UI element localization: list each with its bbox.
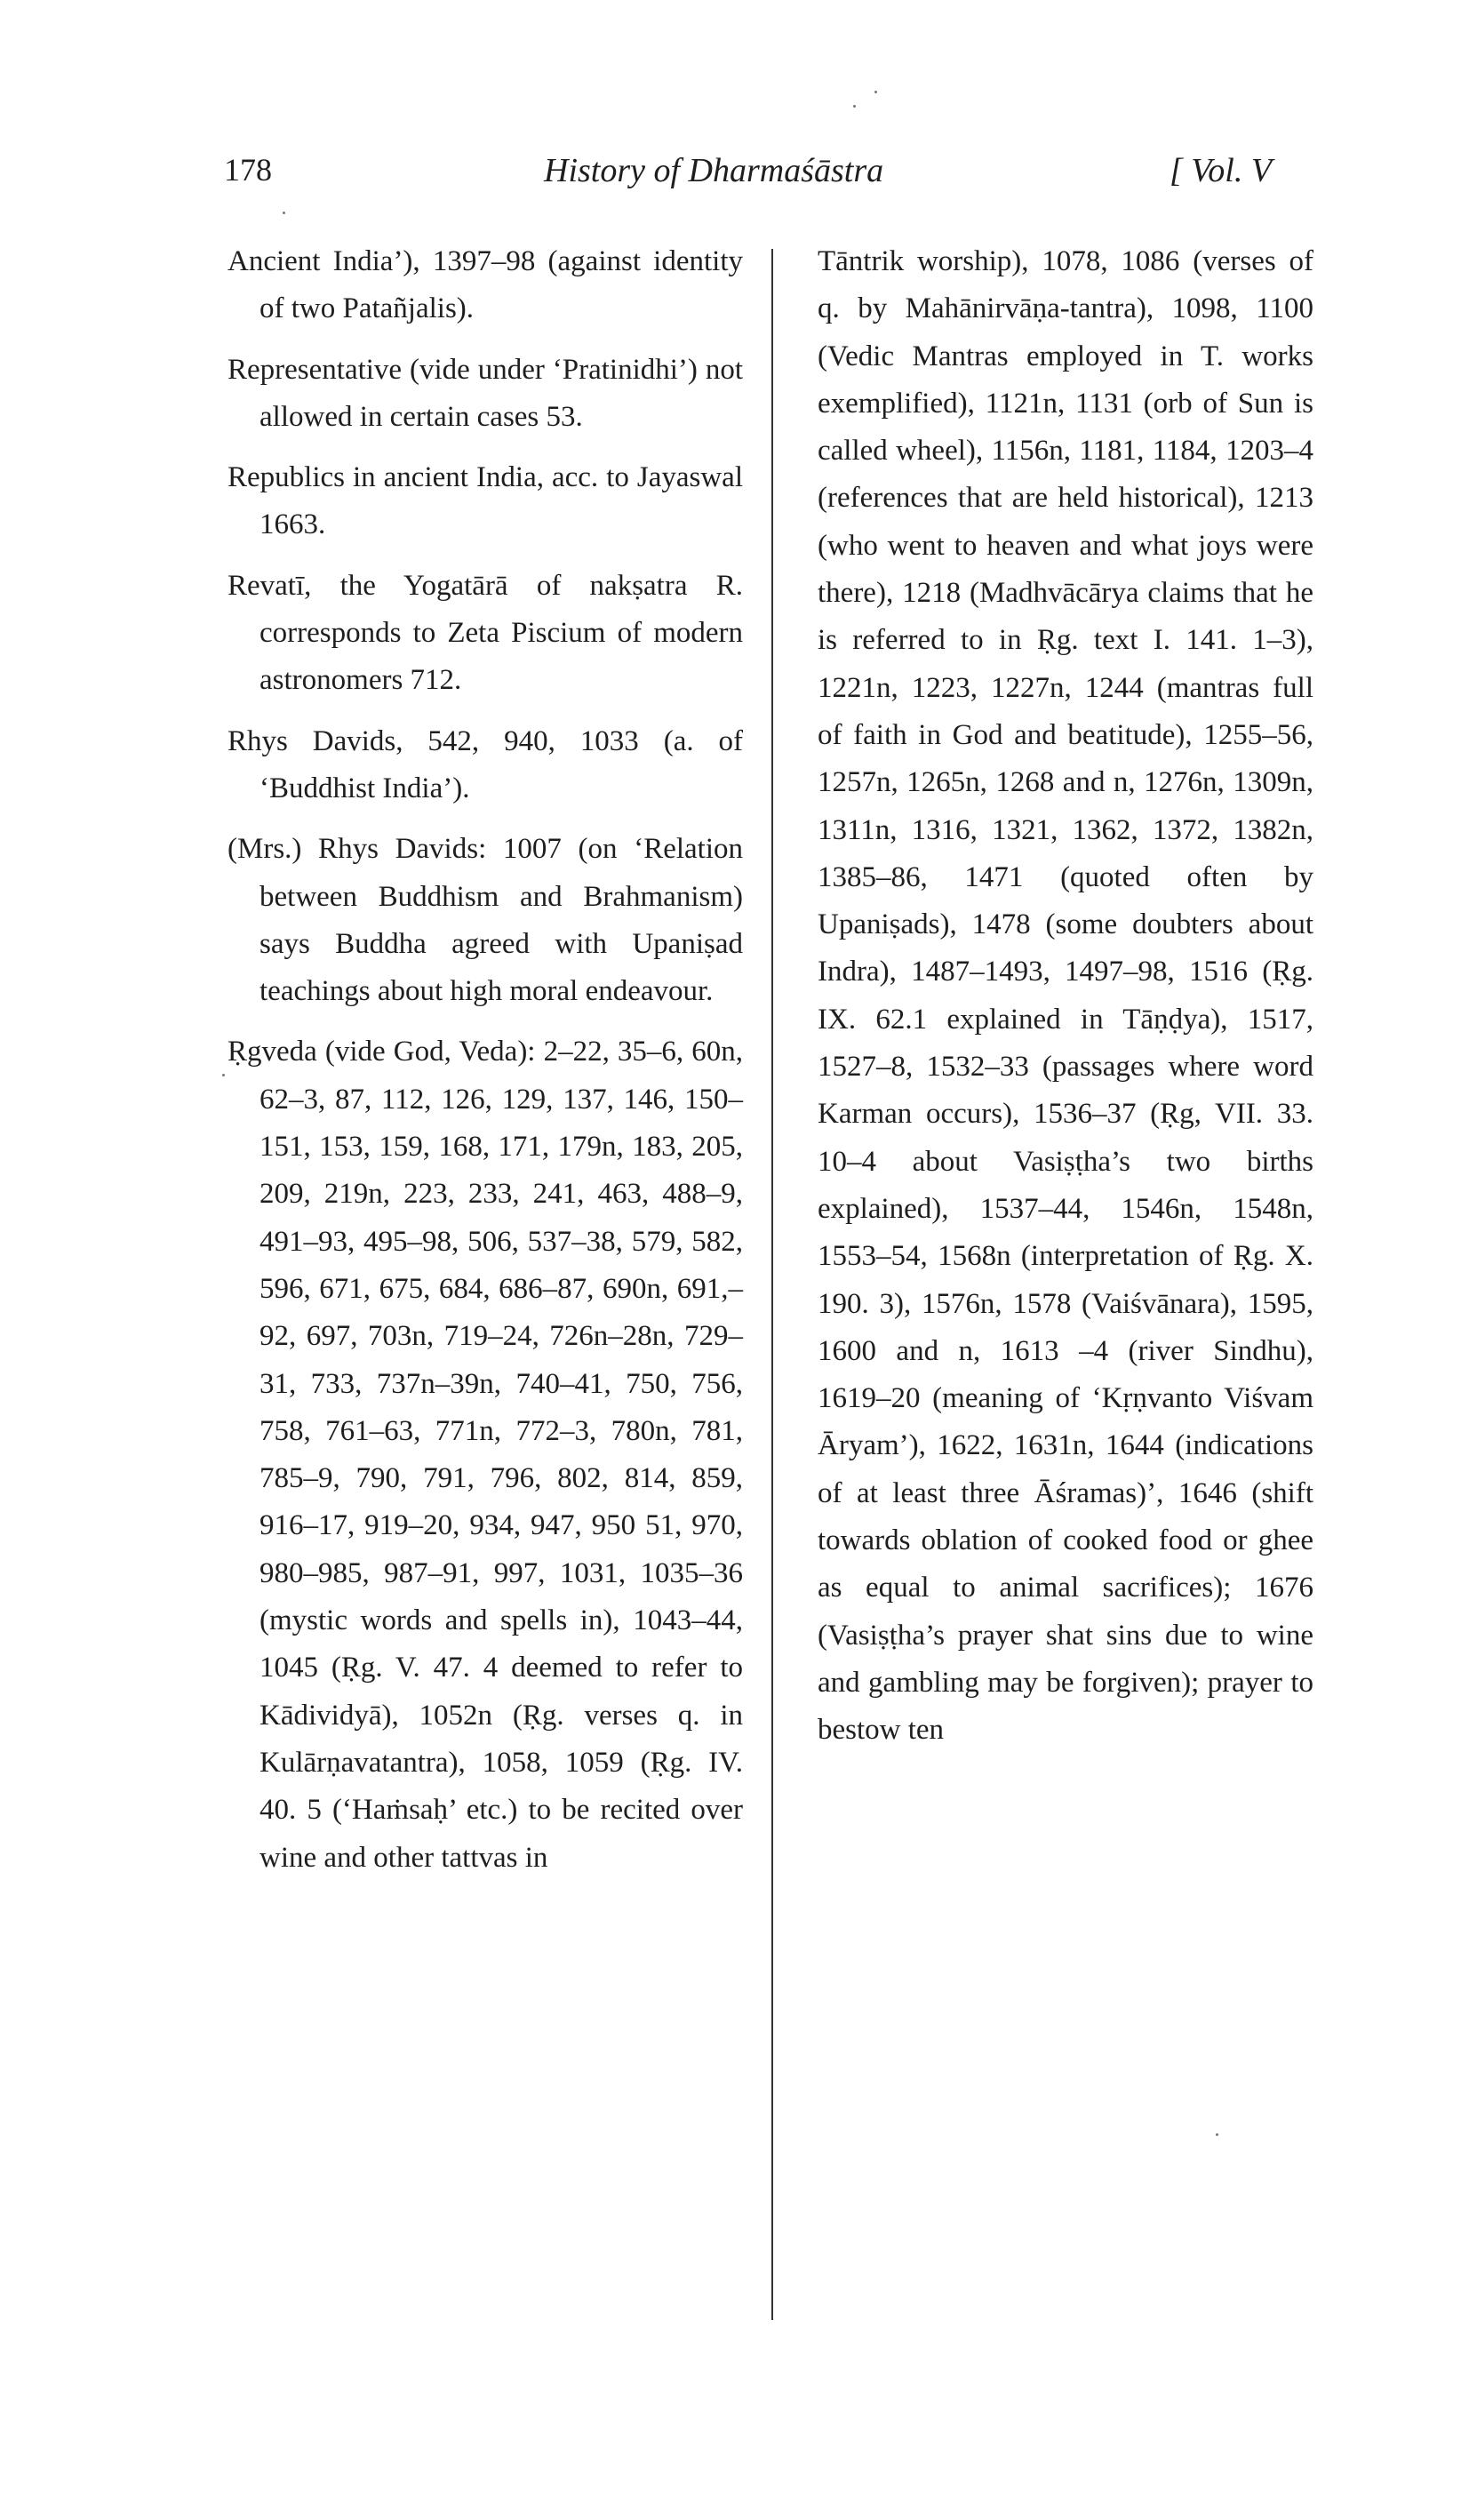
page-header — [0, 151, 1469, 204]
scan-speck — [874, 91, 877, 93]
index-entry: Ṛgveda (vide God, Veda): 2–22, 35–6, 60n, 62–3, 87, 112, 126, 129, 137, 146, 150–151, 153, 159, 168, 171, 179n, 183, 205, 209, 219n, 223, 233, 241, 463, 488–9, 491–93, 495–98, 506, 537–38, 579, 582, 596, 671, 675, 684, 686–87, 690n, 691,–92, 697, 703n, 719–24, 726n–28n, 729–31, 733, 737n–39n, 740–41, 750, 756, 758, 761–63, 771n, 772–3, 780n, 781, 785–9, 790, 791, 796, 802, 814, 859, 916–17, 919–20, 934, 947, 950 51, 970, 980–985, 987–91, 997, 1031, 1035–36 (mystic words and spells in), 1043–44, 1045 (Ṛg. V. 47. 4 deemed to refer to Kādividyā), 1052n (Ṛg. verses q. in Kulārṇavatantra), 1058, 1059 (Ṛg. IV. 40. 5 (‘Haṁsaḥ’ etc.) to be recited over wine and other tattvas in — [228, 1036, 743, 1874]
index-entry: Rhys Davids, 542, 940, 1033 (a. of ‘Buddhist India’). — [228, 724, 743, 804]
left-column — [228, 238, 743, 1895]
column-divider — [771, 249, 773, 2320]
index-entry: Representative (vide under ‘Pratinidhi’) not allowed in certain cases 53. — [228, 353, 743, 433]
scan-speck — [283, 212, 285, 214]
index-entry: Ancient India’), 1397–98 (against identity of two Patañjalis). — [228, 245, 743, 325]
index-entry-continued: Tāntrik worship), 1078, 1086 (verses of q. by Mahānirvāṇa-tantra), 1098, 1100 (Vedic Mantras employed in T. works exemplified), 1121n, 1131 (orb of Sun is called wheel), 1156n, 1181, 1184, 1203–4 (references that are held historical), 1213 (who went to heaven and what joys were there), 1218 (Madhvācārya claims that he is referred to in Ṛg. text I. 141. 1–3), 1221n, 1223, 1227n, 1244 (mantras full of faith in God and beatitude), 1255–56, 1257n, 1265n, 1268 and n, 1276n, 1309n, 1311n, 1316, 1321, 1362, 1372, 1382n, 1385–86, 1471 (quoted often by Upaniṣads), 1478 (some doubters about Indra), 1487–1493, 1497–98, 1516 (Ṛg. IX. 62.1 explained in Tāṇḍya), 1517, 1527–8, 1532–33 (passages where word Karman occurs), 1536–37 (Ṛg, VII. 33. 10–4 about Vasiṣṭha’s two births explained), 1537–44, 1546n, 1548n, 1553–54, 1568n (interpretation of Ṛg. X. 190. 3), 1576n, 1578 (Vaiśvānara), 1595, 1600 and n, 1613 –4 (river Sindhu), 1619–20 (meaning of ‘Kṛṇvanto Viśvam Āryam’), 1622, 1631n, 1644 (indications of at least three Āśramas)’, 1646 (shift towards oblation of cooked food or ghee as equal to animal sacrifices); 1676 (Vasiṣṭha’s prayer shat sins due to wine and gambling may be forgiven); prayer to bestow ten — [818, 245, 1313, 1747]
index-entry: Revatī, the Yogatārā of nakṣatra R. corresponds to Zeta Piscium of modern astronomers 712. — [228, 569, 743, 697]
scan-speck — [853, 105, 856, 108]
page-number: 178 — [224, 152, 272, 188]
scan-speck — [1216, 2133, 1218, 2136]
running-title: History of Dharmaśāstra — [544, 152, 884, 189]
right-column — [818, 238, 1313, 1755]
scan-speck — [222, 1074, 225, 1076]
index-entry: (Mrs.) Rhys Davids: 1007 (on ‘Relation between Buddhism and Brahmanism) says Buddha agreed with Upaniṣad teachings about high moral endeavour. — [228, 833, 743, 1008]
index-entry: Republics in ancient India, acc. to Jayaswal 1663. — [228, 461, 743, 541]
volume-label: [ Vol. V — [1170, 152, 1273, 189]
